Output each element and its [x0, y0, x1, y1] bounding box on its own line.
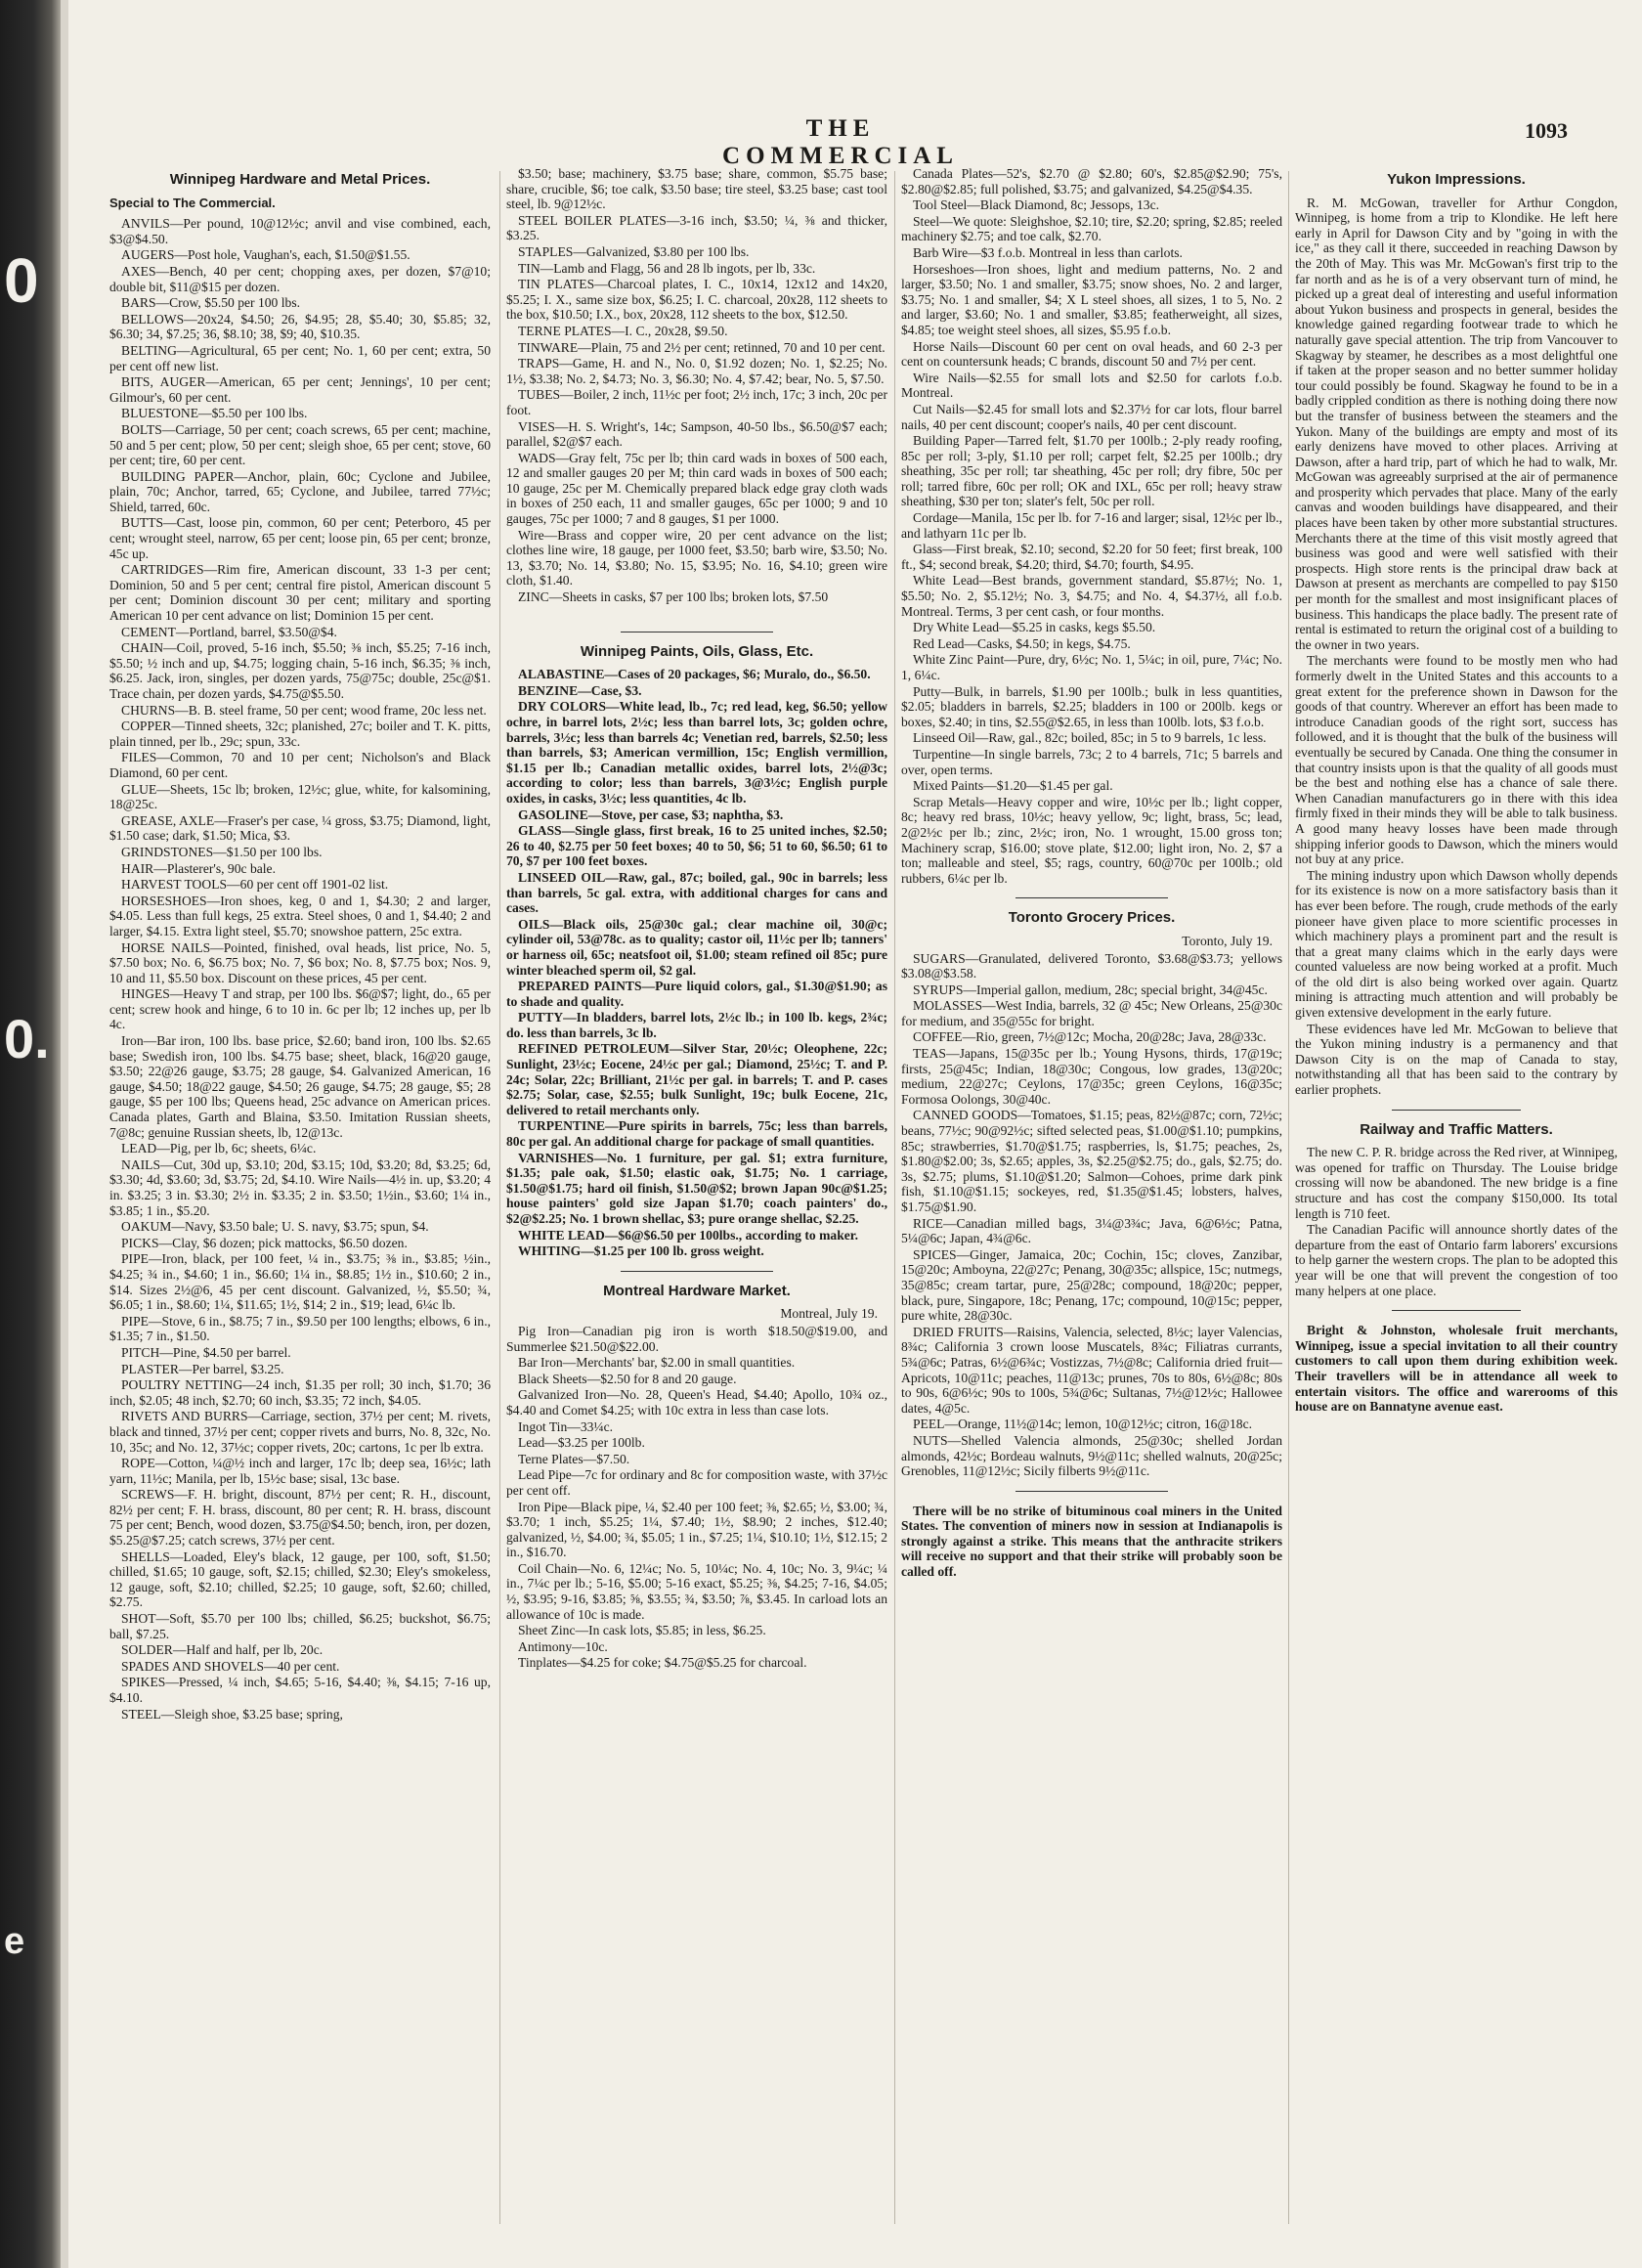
price-entry: STEEL BOILER PLATES—3-16 inch, $3.50; ¼, ⅜ and thicker, $3.25. [506, 212, 887, 243]
price-entry: FILES—Common, 70 and 10 per cent; Nicholson's and Black Diamond, 60 per cent. [109, 750, 491, 780]
price-entry: $3.50; base; machinery, $3.75 base; share, common, $5.75 base; share, crucible, $6; toe calk, $3.50 base; tire steel, $3.25 base; cast tool steel, lb. 9@12½c. [506, 166, 887, 212]
price-entry: Iron—Bar iron, 100 lbs. base price, $2.60; band iron, 100 lbs. $2.65 base; Swedish iron, 100 lbs. $4.75 base; sheet, black, 16@20 gauge, $3.50; 22@26 gauge, $3.75; 28 gauge, $4. Galvanized American, 16 gauge, $4.50; 18@22 gauge, $4.50; 26 gauge, $4.75; 28 gauge, $5; 28 gauge, $5 per 100 lbs; Queens head, 25c advance on American prices. Canada plates, Garth and Blaina, $3.50. Imitation Russian sheets, 7@8c; genuine Russian sheets, lb, 12@13c. [109, 1033, 491, 1140]
column-articles [1295, 166, 1618, 2239]
price-entry: Wire—Brass and copper wire, 20 per cent advance on the list; clothes line wire, 18 gauge, per 1000 feet, $3.50; barb wire, $3.50; No. 13, $3.70; No. 14, $3.80; No. 15, $3.95; No. 16, $4.10; green wire cloth, $1.40. [506, 527, 887, 589]
page-number: 1093 [1525, 118, 1568, 143]
article-paragraph: The mining industry upon which Dawson wholly depends for its existence is now on a more satisfactory basis than it has ever been before. The rough, crude methods of the early pioneer have given place to more scientific processes in which machinery plays a prominent part and the result is that a great many claims which in the early days were counted valueless are now being worked at a profit. Much of the old dirt is also being worked over again. Quartz mining is attracting much attention and will probably be given extensive development in the early future. [1295, 867, 1618, 1021]
price-list [901, 951, 1282, 1479]
price-entry: HORSESHOES—Iron shoes, keg, 0 and 1, $4.30; 2 and larger, $4.05. Less than full kegs, 25 extra. Steel shoes, 0 and 1, $4.40; 2 and larger, $4.15. Extra light steel, $5.70; snowshoe pattern, 25c extra. [109, 893, 491, 938]
price-entry: PREPARED PAINTS—Pure liquid colors, gal., $1.30@$1.90; as to shade and quality. [506, 979, 887, 1009]
price-entry: Pig Iron—Canadian pig iron is worth $18.50@$19.00, and Summerlee $21.50@$22.00. [506, 1323, 887, 1354]
price-entry: COFFEE—Rio, green, 7½@12c; Mocha, 20@28c; Java, 28@33c. [913, 1029, 1267, 1045]
column-montreal-toronto [901, 166, 1282, 2239]
price-entry: NUTS—Shelled Valencia almonds, 25@30c; shelled Jordan almonds, 42½c; Bordeau walnuts, 9½@11c; shelled walnuts, 20@25c; Grenobles, 11@12½c; Sicily filberts 9½@11c. [901, 1432, 1282, 1479]
price-entry: SCREWS—F. H. bright, discount, 87½ per cent; R. H., discount, 82½ per cent; F. H. brass, discount, 80 per cent; R. H. brass, discount 75 per cent; Bench, wood dozen, $3.75@$4.50; bench, iron, per dozen, $5.25@$7.25; catch screws, 37½ per cent. [109, 1487, 491, 1548]
price-entry: GLUE—Sheets, 15c lb; broken, 12½c; glue, white, for kalsomining, 18@25c. [109, 781, 491, 812]
price-entry: PLASTER—Per barrel, $3.25. [121, 1361, 284, 1376]
price-entry: GLASS—Single glass, first break, 16 to 25 united inches, $2.50; 26 to 40, $2.75 per 50 feet boxes; 40 to 50, $6; 51 to 60, $6.50; 61 to 70, $7 per 100 feet boxes. [506, 823, 887, 869]
price-entry: Cut Nails—$2.45 for small lots and $2.37½ for car lots, flour barrel nails, 40 per cent discount; cooper's nails, 40 per cent discount. [901, 401, 1282, 432]
price-entry: Canada Plates—52's, $2.70 @ $2.80; 60's, $2.85@$2.90; 75's, $2.80@$2.85; full polished, $3.75; and galvanized, $4.25@$4.35. [901, 166, 1282, 196]
price-entry: Linseed Oil—Raw, gal., 82c; boiled, 85c; in 5 to 9 barrels, 1c less. [913, 730, 1267, 746]
price-entry: BUILDING PAPER—Anchor, plain, 60c; Cyclone and Jubilee, plain, 70c; Anchor, tarred, 65; Cyclone, and Jubilee, tarred 77½c; Shield, tarred, 60c. [109, 468, 491, 514]
price-entry: WHITE LEAD—$6@$6.50 per 100lbs., according to maker. [518, 1227, 858, 1243]
section-rule [621, 1271, 773, 1272]
newspaper-page [68, 0, 1642, 2268]
price-entry: BITS, AUGER—American, 65 per cent; Jennings', 10 per cent; Gilmour's, 60 per cent. [109, 374, 491, 405]
price-entry: STEEL—Sleigh shoe, $3.25 base; spring, [121, 1706, 343, 1722]
price-entry: SPADES AND SHOVELS—40 per cent. [121, 1658, 340, 1674]
article-paragraph: The merchants were found to be mostly men who had formerly dwelt in the United States and this accounts to a great extent for the preference shown in Dawson for the goods of that country. Wherever an effort has been made to introduce Canadian goods of the right sort, success has followed, and it is thought that the bulk of the business will eventually be secured by Canada. One thing the consumer in that country insists upon is that the quality of all goods must be the best and nothing else has a chance of sale there. When Canadian manufacturers go in there with this idea firmly fixed in their minds they will be able to talk business. A good many heavy losses have been made through shipping inferior goods to Dawson, which the miners would not buy at any price. [1295, 653, 1618, 867]
price-entry: SPIKES—Pressed, ¼ inch, $4.65; 5-16, $4.40; ⅜, $4.15; 7-16 up, $4.10. [109, 1675, 491, 1705]
price-entry: Wire Nails—$2.55 for small lots and $2.50 for carlots f.o.b. Montreal. [901, 370, 1282, 401]
page-title: THE COMMERCIAL [722, 115, 959, 169]
price-entry: SYRUPS—Imperial gallon, medium, 28c; special bright, 34@45c. [913, 981, 1268, 997]
bleed-through-mark: 0 [4, 245, 39, 316]
price-entry: GASOLINE—Stove, per case, $3; naphtha, $3. [518, 807, 784, 822]
price-entry: Galvanized Iron—No. 28, Queen's Head, $4.40; Apollo, 10¾ oz., $4.40 and Comet $4.25; with 10c extra in less than case lots. [506, 1387, 887, 1418]
price-entry: SHELLS—Loaded, Eley's black, 12 gauge, per 100, soft, $1.50; chilled, $1.65; 10 gauge, soft, $2.15; chilled, $2.30; Eley's smokeless, 12 gauge, soft, $2.10; chilled, $2.25; 10 gauge, soft, $2.60; chilled, $2.75. [109, 1548, 491, 1610]
price-entry: CHAIN—Coil, proved, 5-16 inch, $5.50; ⅜ inch, $5.25; 7-16 inch, $5.50; ½ inch and up, $4.75; logging chain, 5-16 inch, $6.35; ⅜ inch, $6.25. Jack, iron, singles, per dozen yards, 75@75c; double, 25c@$1. Trace chain, per dozen yards, $4.75@$5.50. [109, 640, 491, 701]
column-divider [894, 171, 895, 2224]
column-divider [1288, 171, 1289, 2224]
price-entry: Putty—Bulk, in barrels, $1.90 per 100lb.; bulk in less quantities, $2.05; bladders in barrels, $2.25; bladders in 100 or 200lb. kegs or boxes, $2.40; in tins, $2.55@$2.65, in less than 100lb. lots, $3 f.o.b. [901, 683, 1282, 729]
price-entry: TIN—Lamb and Flagg, 56 and 28 lb ingots, per lb, 33c. [518, 260, 816, 276]
price-entry: Bar Iron—Merchants' bar, $2.00 in small quantities. [518, 1355, 796, 1371]
price-entry: SOLDER—Half and half, per lb, 20c. [121, 1642, 324, 1658]
price-entry: SUGARS—Granulated, delivered Toronto, $3.68@$3.73; yellows $3.08@$3.58. [901, 950, 1282, 981]
price-entry: OILS—Black oils, 25@30c gal.; clear machine oil, 30@c; cylinder oil, 53@78c. as to quality; castor oil, 11½c per lb; tanners' or harness oil, 65c; neatsfoot oil, $1.00; steam refined oil 85c; pure winter bleached sperm oil, $2 gal. [506, 916, 887, 978]
price-list [109, 216, 491, 1722]
price-entry: BELTING—Agricultural, 65 per cent; No. 1, 60 per cent; extra, 50 per cent off new list. [109, 342, 491, 373]
price-entry: BELLOWS—20x24, $4.50; 26, $4.95; 28, $5.40; 30, $5.85; 32, $6.30; 34, $7.25; 36, $8.10; 38, $9; 40, $10.35. [109, 311, 491, 342]
price-entry: Cordage—Manila, 15c per lb. for 7-16 and larger; sisal, 12½c per lb., and lathyarn 11c per lb. [901, 510, 1282, 541]
price-entry: CHURNS—B. B. steel frame, 50 per cent; wood frame, 20c less net. [121, 702, 487, 718]
article-body [1295, 1145, 1618, 1298]
price-entry: Steel—We quote: Sleighshoe, $2.10; tire, $2.20; spring, $2.85; reeled machinery $2.75; and toe calk, $2.70. [901, 213, 1282, 244]
price-entry: AXES—Bench, 40 per cent; chopping axes, per dozen, $7@10; double bit, $11@$15 per dozen. [109, 263, 491, 294]
price-entry: TERNE PLATES—I. C., 20x28, $9.50. [518, 323, 728, 338]
price-entry: Mixed Paints—$1.20—$1.45 per gal. [913, 778, 1113, 794]
page-header [68, 115, 1642, 169]
article-paragraph: The Canadian Pacific will announce shortly dates of the departure from the east of Ontario farm laborers' excursions to help garner the western crops. The plan to be adopted this year will be one that will prevent the congestion of too many helpers at one place. [1295, 1222, 1618, 1298]
price-entry: Antimony—10c. [518, 1638, 608, 1654]
price-entry: HARVEST TOOLS—60 per cent off 1901-02 list. [121, 877, 389, 893]
price-entry: Tool Steel—Black Diamond, 8c; Jessops, 13c. [913, 197, 1160, 213]
price-entry: Coil Chain—No. 6, 12¼c; No. 5, 10¼c; No. 4, 10c; No. 3, 9¼c; ¼ in., 7¼c per lb.; 5-16, $5.00; 5-16 exact, $5.25; ⅜, $4.25; 7-16, $4.05; ½, $3.95; 9-16, $3.85; ⅝, $3.55; ¾, $3.50; ⅞, $3.45. In carload lots an allowance of 10c is made. [506, 1560, 887, 1622]
section-heading: Toronto Grocery Prices. [1008, 909, 1176, 927]
price-entry: Tinplates—$4.25 for coke; $4.75@$5.25 for charcoal. [518, 1655, 807, 1671]
article-paragraph: These evidences have led Mr. McGowan to believe that the Yukon mining industry is a permanency and that Dawson City is on the map of Canada to stay, notwithstanding all that has been said to the contrary by earlier prophets. [1295, 1021, 1618, 1098]
price-entry: HORSE NAILS—Pointed, finished, oval heads, list price, No. 5, $7.50 box; No. 6, $6.75 box; No. 7, $6 box; No. 8, $7.75 box; Nos. 9, 10 and 11, $5.50 box. Discount on these prices, 45 per cent. [109, 939, 491, 985]
article-paragraph: The new C. P. R. bridge across the Red river, at Winnipeg, was opened for traffic on Thursday. The Louise bridge crossing will now be abandoned. The new bridge is a fine structure and has cost the company $150,000. Its total length is 710 feet. [1295, 1145, 1618, 1221]
price-entry: White Zinc Paint—Pure, dry, 6½c; No. 1, 5¼c; in oil, pure, 7¼c; No. 1, 6¼c. [901, 652, 1282, 682]
price-entry: Glass—First break, $2.10; second, $2.20 for 50 feet; first break, 100 ft., $4; second break, $4.20; third, $4.70; fourth, $4.95. [901, 542, 1282, 572]
price-entry: Red Lead—Casks, $4.50; in kegs, $4.75. [913, 635, 1131, 651]
price-entry: PUTTY—In bladders, barrel lots, 2½c lb.; in 100 lb. kegs, 2¾c; do. less than barrels, 3c lb. [506, 1010, 887, 1040]
price-entry: TRAPS—Game, H. and N., No. 0, $1.92 dozen; No. 1, $2.25; No. 1½, $3.38; No. 2, $4.73; No. 3, $6.30; No. 4, $7.42; bear, No. 5, $7.50. [506, 356, 887, 386]
bleed-through-mark: 0. [4, 1008, 50, 1069]
bleed-through-mark: e [4, 1921, 25, 1962]
price-entry: ANVILS—Per pound, 10@12½c; anvil and vise combined, each, $3@$4.50. [109, 216, 491, 246]
section-rule [1015, 897, 1168, 898]
price-entry: GREASE, AXLE—Fraser's per case, ¼ gross, $3.75; Diamond, light, $1.50 case; dark, $1.50; Mica, $3. [109, 812, 491, 844]
section-heading: Montreal Hardware Market. [603, 1282, 791, 1299]
price-list [506, 1324, 887, 1671]
price-entry: Horse Nails—Discount 60 per cent on oval heads, and 60 2-3 per cent on countersunk heads; C brands, discount 50 and 7½ per cent. [901, 338, 1282, 370]
section-heading: Railway and Traffic Matters. [1360, 1120, 1553, 1138]
article-paragraph: R. M. McGowan, traveller for Arthur Congdon, Winnipeg, is home from a trip to Klondike. He left here early in April for Dawson City and by "going in with the ice," as they call it there, succeeded in reaching Dawson by the 20th of May. This was Mr. McGowan's first trip to the far north and as he is of a very observant turn of mind, he picked up a great deal of interesting and useful information about Yukon business and prospects in general, besides the knowledge gained regarding footwear trade to which he naturally gave special attention. The trip from Vancouver to Skagway by steamer, he describes as a most delightful one if taken at the proper season and no better summer holiday tour could possibly be found. Skagway he found to be in a badly crippled condition as there is nothing doing there now but the transfer of business between the steamers and the Yukon. Many of the buildings are empty and most of its early denizens have moved to other places. Arriving at Dawson, after a hard trip, part of which he had to walk, Mr. McGowan was agreeably surprised at the air of permanence and prosperity which pervades that place. Many of the early canvas and wooden buildings have disappeared, and their places have been taken by other more substantial structures. Merchants there at the time of this visit mostly agreed that business was good and were well satisfied with their prospects. High store rents is the principal draw back at Dawson at present as merchants are compelled to pay $150 per month for the smallest and most insignificant places of business. This handicaps the place badly. The present rate of rental is estimated to return the original cost of a building to the owner in two years. [1295, 195, 1618, 652]
price-entry: TIN PLATES—Charcoal plates, I. C., 10x14, 12x12 and 14x20, $5.25; I. X., same size box, $6.25; I. C. charcoal, 20x28, 112 sheets to the box, $10.50; I.X., box, 20x28, 112 sheets to the box, $12.50. [506, 277, 887, 323]
price-entry: ROPE—Cotton, ¼@½ inch and larger, 17c lb; deep sea, 16½c; lath yarn, 11½c; Manila, per lb, 15½c base; sisal, 13c base. [109, 1456, 491, 1486]
dateline: Montreal, July 19. [780, 1306, 878, 1322]
price-entry: Building Paper—Tarred felt, $1.70 per 100lb.; 2-ply ready roofing, 85c per roll; 3-ply, $1.10 per roll; carpet felt, $2.25 per 100lb.; dry sheathing, 35c per roll; tar sheathing, 45c per roll; dry fibre, 50c per roll; tarred fibre, 60c per roll; OK and IXL, 65c per roll; heavy straw sheathing, $30 per ton; slater's felt, 50c per roll. [901, 433, 1282, 509]
price-entry: CEMENT—Portland, barrel, $3.50@$4. [121, 624, 337, 639]
section-heading: Winnipeg Hardware and Metal Prices. [169, 171, 431, 188]
price-entry: PICKS—Clay, $6 dozen; pick mattocks, $6.50 dozen. [121, 1235, 408, 1250]
price-entry: Lead Pipe—7c for ordinary and 8c for composition waste, with 37½c per cent off. [506, 1467, 887, 1498]
price-entry: Ingot Tin—33¼c. [518, 1418, 614, 1434]
price-entry: TEAS—Japans, 15@35c per lb.; Young Hysons, thirds, 17@19c; firsts, 25@45c; Indian, 18@30c; Congous, low grades, 13@20c; medium, 22@27c; Ceylons, 17@35c; green Ceylons, 16@35c; Formosa Oolongs, 30@40c. [901, 1046, 1282, 1107]
price-entry: VISES—H. S. Wright's, 14c; Sampson, 40-50 lbs., $6.50@$7 each; parallel, $2@$7 each. [506, 418, 887, 450]
price-entry: PITCH—Pine, $4.50 per barrel. [121, 1344, 291, 1360]
price-entry: HINGES—Heavy T and strap, per 100 lbs. $6@$7; light, do., 65 per cent; screw hook and hinge, 6 to 10 in. 6c per lb; 12 inches up, per lb 4c. [109, 986, 491, 1032]
price-entry: ZINC—Sheets in casks, $7 per 100 lbs; broken lots, $7.50 [518, 589, 829, 605]
price-entry: TINWARE—Plain, 75 and 2½ per cent; retinned, 70 and 10 per cent. [518, 339, 886, 355]
news-item-bright-johnston: Bright & Johnston, wholesale fruit merchants, Winnipeg, issue a special invitation to all their country customers to call upon them during exhibition week. Their travellers will be in attendance all week to entertain visitors. The office and warerooms of this house are on Bannatyne avenue east. [1295, 1323, 1618, 1415]
price-entry: DRY COLORS—White lead, lb., 7c; red lead, keg, $6.50; yellow ochre, in barrel lots, 2½c; less than barrel lots, 3c; golden ochre, barrels, 3½c; less than barrels 4c; Venetian red, barrels, $2.50; less than barrels, $3; American vermillion, 15c; English vermillion, $1.15 per lb.; Canadian metallic oxides, barrel lots, 2½@3c; according to color; less than barrels, 3@3½c; English purple oxides, in casks, 3½c; less quantities, 4c lb. [506, 699, 887, 806]
price-entry: Sheet Zinc—In cask lots, $5.85; in less, $6.25. [518, 1623, 766, 1638]
price-entry: DRIED FRUITS—Raisins, Valencia, selected, 8½c; layer Valencias, 8¾c; California 3 crown loose Muscatels, 8¾c; Filiatras currants, 5¾@6c; Patras, 6½@6¾c; Vostizzas, 7½@8c; California dried fruit—Apricots, 10@11c; peaches, 11@13c; prunes, 70s to 80s, 6½@8c; 80s to 90s, 6@6½c; 90s to 100s, 5¾@6c; Sultanas, 7½@12½c; Hallowee dates, 4@5c. [901, 1324, 1282, 1416]
price-entry: POULTRY NETTING—24 inch, $1.35 per roll; 30 inch, $1.70; 36 inch, $2.05; 48 inch, $2.70; 60 inch, $3.35; 72 inch, $4.05. [109, 1377, 491, 1408]
price-entry: NAILS—Cut, 30d up, $3.10; 20d, $3.15; 10d, $3.20; 8d, $3.25; 6d, $3.30; 4d, $3.60; 3d, $3.75; 2d, $4.10. Wire Nails—4½ in. up, $3.20; 4 in. $3.25; 3 in. $3.30; 2½ in. $3.35; 2 in. $3.50; 1½in., $3.60; 1¼ in., $3.85; 1 in., $5.20. [109, 1156, 491, 1218]
price-entry: PIPE—Stove, 6 in., $8.75; 7 in., $9.50 per 100 lengths; elbows, 6 in., $1.35; 7 in., $1.50. [109, 1313, 491, 1344]
section-heading: Yukon Impressions. [1387, 171, 1526, 188]
price-entry: RIVETS AND BURRS—Carriage, section, 37½ per cent; M. rivets, black and tinned, 37½ per cent; copper rivets and burrs, No. 8, 32c, No. 10, 35c; and No. 12, 37½c; copper rivets, 20c; cartons, 1c per lb extra. [109, 1409, 491, 1455]
section-subheading: Special to The Commercial. [109, 195, 276, 210]
price-entry: SPICES—Ginger, Jamaica, 20c; Cochin, 15c; cloves, Zanzibar, 15@20c; Amboyna, 22@27c; Penang, 30@35c; allspice, 15c; nutmegs, 35@85c; cream tartar, pure, 25@28c; compound, 18@20c; pepper, black, pure, Singapore, 18c; Penang, 17c; compound, 10@15c; pepper, pure white, 28@30c. [901, 1246, 1282, 1324]
price-entry: Scrap Metals—Heavy copper and wire, 10½c per lb.; light copper, 8c; heavy red brass, 10½c; heavy yellow, 9c; light, brass, 5c; lead, 2@2½c per lb.; zinc, 2½c; iron, No. 1 wrought, 15.00 gross ton; Machinery scrap, $16.00; stove plate, $12.00; light iron, No. 2, $7 a ton; malleable and steel, $5; rags, country, 60@70c per 100lb.; old rubbers, 6¼c per lb. [901, 794, 1282, 886]
column-hardware-prices [109, 166, 491, 2239]
price-entry: Iron Pipe—Black pipe, ¼, $2.40 per 100 feet; ⅜, $2.65; ½, $3.00; ¾, $3.70; 1 inch, $5.25; 1¼, $7.40; 1½, $8.90; 2 inches, $12.40; galvanized, ½, $4.00; ¾, $5.05; 1 in., $7.25; 1¼, $10.10; 1½, $12.15; 2 in., $16.70. [506, 1499, 887, 1560]
price-entry: Turpentine—In single barrels, 73c; 2 to 4 barrels, 71c; 5 barrels and over, open terms. [901, 746, 1282, 777]
price-entry: VARNISHES—No. 1 furniture, per gal. $1; extra furniture, $1.35; pale oak, $1.50; elastic oak, $1.75; No. 1 carriage, $1.50@$1.75; hard oil finish, $1.50@$2; brown Japan 90c@$1.25; house painters' gold size Japan $1.70; coach painters' do., $2@$2.25; No. 1 brown shellac, $3; pure orange shellac, $2.25. [506, 1150, 887, 1226]
price-entry: Black Sheets—$2.50 for 8 and 20 gauge. [518, 1371, 737, 1386]
price-entry: MOLASSES—West India, barrels, 32 @ 45c; New Orleans, 25@30c for medium, and 35@55c for bright. [901, 998, 1282, 1028]
section-rule [1015, 1491, 1168, 1492]
price-list [506, 166, 887, 605]
price-entry: OAKUM—Navy, $3.50 bale; U. S. navy, $3.75; spun, $4. [121, 1219, 429, 1235]
dateline: Toronto, July 19. [1182, 933, 1273, 948]
price-entry: TUBES—Boiler, 2 inch, 11½c per foot; 2½ inch, 17c; 3 inch, 20c per foot. [506, 387, 887, 417]
price-entry: BLUESTONE—$5.50 per 100 lbs. [121, 406, 308, 421]
section-heading: Winnipeg Paints, Oils, Glass, Etc. [580, 642, 814, 660]
price-entry: Dry White Lead—$5.25 in casks, kegs $5.50. [913, 620, 1156, 635]
price-list [901, 166, 1282, 886]
price-entry: WADS—Gray felt, 75c per lb; thin card wads in boxes of 500 each, 12 and smaller gauges 20 per M; thin card wads in boxes of 500 each; 10 gauge, 25c per M. Chemically prepared black edge gray cloth wads in boxes of 250 each, 11 and smaller gauges, 65c per 1000; 9 and 10 gauges, 75c per 1000; 7 and 8 gauges, $1 per 1000. [506, 450, 887, 527]
price-entry: HAIR—Plasterer's, 90c bale. [121, 860, 276, 876]
article-body [1295, 196, 1618, 1098]
price-entry: ALABASTINE—Cases of 20 packages, $6; Muralo, do., $6.50. [518, 667, 871, 682]
price-entry: LEAD—Pig, per lb, 6c; sheets, 6¼c. [121, 1141, 317, 1156]
section-rule [1392, 1110, 1521, 1111]
news-item-strike: There will be no strike of bituminous coal miners in the United States. The convention of miners now in session at Indianapolis is strongly against a strike. This means that the anthracite strikers will receive no support and that their strike will probably soon be called off. [901, 1503, 1282, 1580]
price-entry: PEEL—Orange, 11½@14c; lemon, 10@12½c; citron, 16@18c. [913, 1417, 1252, 1432]
price-entry: BOLTS—Carriage, 50 per cent; coach screws, 65 per cent; machine, 50 and 5 per cent; plow, 50 per cent; sleigh shoe, 65 per cent; stove, 60 per cent; tire, 60 per cent. [109, 421, 491, 468]
price-entry: Terne Plates—$7.50. [518, 1451, 630, 1466]
price-entry: BUTTS—Cast, loose pin, common, 60 per cent; Peterboro, 45 per cent; wrought steel, narrow, 65 per cent; loose pin, 65 per cent; bronze, 45c up. [109, 515, 491, 561]
price-entry: RICE—Canadian milled bags, 3¼@3¾c; Java, 6@6½c; Patna, 5¼@6c; Japan, 4¾@6c. [901, 1215, 1282, 1246]
price-entry: WHITING—$1.25 per 100 lb. gross weight. [518, 1243, 764, 1259]
price-entry: REFINED PETROLEUM—Silver Star, 20½c; Oleophene, 22c; Sunlight, 23½c; Eocene, 24½c per gal.; Diamond, 25½c; T. and P. 24c; Solar, 22c; Brilliant, 21½c per gal. in barrels; T. and P. cases $2.75; Solar, case, $2.55; bulk Sunlight, 19c; bulk Eocene, 21c, delivered to retail merchants only. [506, 1041, 887, 1117]
price-entry: Horseshoes—Iron shoes, light and medium patterns, No. 2 and larger, $3.50; No. 1 and smaller, $3.75; snow shoes, No. 2 and larger, $3.75; No. 1 and smaller, $4; X L steel shoes, all sizes, 1 to 5, No. 2 and larger, $3.60; No. 1 and smaller, $3.85; featherweight, all sizes, $4.85; toe weight steel shoes, all sizes, $5.95 f.o.b. [901, 261, 1282, 337]
price-entry: Lead—$3.25 per 100lb. [518, 1435, 645, 1451]
price-list [506, 667, 887, 1259]
price-entry: CANNED GOODS—Tomatoes, $1.15; peas, 82½@87c; corn, 72½c; beans, 77½c; 90@92½c; sifted selected peas, $1.00@$1.10; pumpkins, 85c; strawberries, $1.70@$1.75; raspberries, ls, $1.75; peaches, 2s, $1.80@$2.00; 3s, $2.65; apples, 3s, $2.25@$2.75; do., gals, $2.75; do. 3s, $2.75; plums, $1.10@$1.20; Salmon—Cohoes, prime dark pink fish, $1.10@$1.15; sockeyes, red, $1.35@$1.45; lobsters, halves, $1.75@$1.90. [901, 1108, 1282, 1214]
price-entry: LINSEED OIL—Raw, gal., 87c; boiled, gal., 90c in barrels; less than barrels, 5c gal. extra, with additional charges for cans and cases. [506, 869, 887, 916]
price-entry: White Lead—Best brands, government standard, $5.87½; No. 1, $5.50; No. 2, $5.12½; No. 3, $4.75; and No. 4, $4.37½, all f.o.b. Montreal. Terms, 3 per cent cash, or four months. [901, 573, 1282, 619]
price-entry: BARS—Crow, $5.50 per 100 lbs. [121, 295, 301, 311]
price-entry: TURPENTINE—Pure spirits in barrels, 75c; less than barrels, 80c per gal. An additional charge for package of small quantities. [506, 1118, 887, 1150]
price-entry: Barb Wire—$3 f.o.b. Montreal in less than carlots. [913, 244, 1183, 260]
binding-edge [0, 0, 61, 2268]
price-entry: CARTRIDGES—Rim fire, American discount, 33 1-3 per cent; Dominion, 50 and 5 per cent; central fire pistol, American discount 5 per cent; Dominion discount 30 per cent; military and sporting American 10 per cent advance on list; Dominion 15 per cent. [109, 562, 491, 624]
section-rule [1392, 1310, 1521, 1311]
column-hardware-continued [506, 166, 887, 2239]
price-entry: STAPLES—Galvanized, $3.80 per 100 lbs. [518, 243, 750, 259]
price-entry: AUGERS—Post hole, Vaughan's, each, $1.50@$1.55. [121, 247, 410, 263]
price-entry: COPPER—Tinned sheets, 32c; planished, 27c; boiler and T. K. pitts, plain tinned, per lb., 29c; spun, 33c. [109, 719, 491, 749]
price-entry: BENZINE—Case, $3. [518, 682, 642, 698]
price-entry: PIPE—Iron, black, per 100 feet, ¼ in., $3.75; ⅜ in., $3.85; ½in., $4.25; ¾ in., $4.60; 1 in., $6.60; 1¼ in., $8.85; 1½ in., $10.60; 2 in., $14. Sizes 2½@6, 45 per cent discount. Galvanized, ½, $5.50; ¾, $6.05; 1 in., $8.60; 1¼, $11.65; 1½, $14; 2 in., $19; lead, 6¼c lb. [109, 1251, 491, 1313]
column-divider [499, 171, 500, 2224]
price-entry: GRINDSTONES—$1.50 per 100 lbs. [121, 844, 323, 859]
price-entry: SHOT—Soft, $5.70 per 100 lbs; chilled, $6.25; buckshot, $6.75; ball, $7.25. [109, 1611, 491, 1641]
